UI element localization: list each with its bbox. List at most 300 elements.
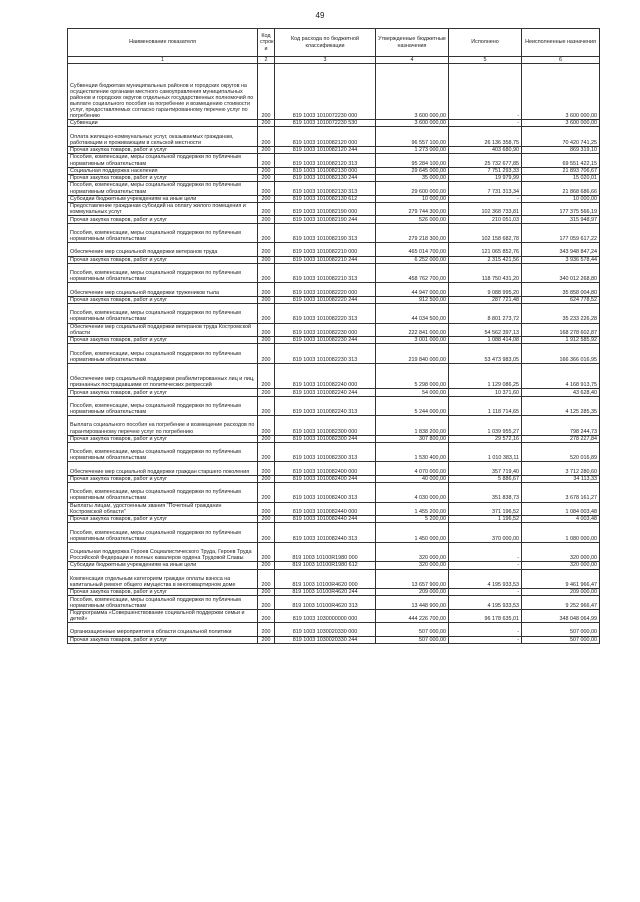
row-executed: 118 750 431,20 — [449, 263, 522, 283]
row-name: Субсидии бюджетным учреждениям на иные цели — [68, 562, 258, 569]
table-row — [68, 502, 600, 515]
row-executed: 1 196,52 — [449, 515, 522, 522]
row-executed: 210 051,03 — [449, 216, 522, 223]
row-name: Оплата жилищно-коммунальных услуг, оказываемых гражданам, работающим и проживающим в сельской местности — [68, 127, 258, 147]
row-classification: 819 1003 10100R1980 612 — [275, 562, 376, 569]
table-row — [68, 462, 600, 475]
row-classification: 819 1003 1030000000 000 — [275, 609, 376, 622]
row-unexecuted: 9 461 966,47 — [522, 569, 600, 589]
row-approved: 6 252 000,00 — [376, 256, 449, 263]
row-code: 200 — [258, 195, 275, 202]
row-name: Обеспечение мер социальной поддержки ветеранов труда — [68, 243, 258, 256]
row-classification: 819 1003 10100R4620 313 — [275, 596, 376, 609]
row-name: Прочая закупка товаров, работ и услуг — [68, 216, 258, 223]
table-row — [68, 146, 600, 153]
row-approved: 279 218 300,00 — [376, 223, 449, 243]
row-approved: 96 557 100,00 — [376, 127, 449, 147]
row-classification: 819 1003 1010082210 313 — [275, 263, 376, 283]
row-classification: 819 1003 1010082240 244 — [275, 389, 376, 396]
row-code: 200 — [258, 256, 275, 263]
row-code: 200 — [258, 623, 275, 636]
row-name: Прочая закупка товаров, работ и услуг — [68, 435, 258, 442]
row-approved: 1 450 000,00 — [376, 523, 449, 543]
row-unexecuted: 21 868 686,66 — [522, 182, 600, 195]
row-name: Обеспечение мер социальной поддержки ветеранов труда Костромской области — [68, 323, 258, 336]
table-row — [68, 589, 600, 596]
header-executed: Исполнено — [449, 29, 522, 57]
row-code: 200 — [258, 363, 275, 389]
row-executed: 53 473 983,05 — [449, 344, 522, 364]
row-approved: 4 030 000,00 — [376, 483, 449, 503]
row-unexecuted: 9 252 966,47 — [522, 596, 600, 609]
row-classification: 819 1003 1010082220 000 — [275, 283, 376, 296]
table-row — [68, 64, 600, 120]
row-code: 200 — [258, 174, 275, 181]
row-approved: 219 840 000,00 — [376, 344, 449, 364]
row-name: Прочая закупка товаров, работ и услуг — [68, 146, 258, 153]
row-name: Пособия, компенсации, меры социальной поддержки по публичным нормативным обязательствам — [68, 596, 258, 609]
row-name: Прочая закупка товаров, работ и услуг — [68, 336, 258, 343]
row-unexecuted: 798 244,73 — [522, 416, 600, 436]
row-unexecuted: 3 712 280,60 — [522, 462, 600, 475]
row-unexecuted: 1 084 003,48 — [522, 502, 600, 515]
row-classification: 819 1003 10100R4620 000 — [275, 569, 376, 589]
row-code: 200 — [258, 562, 275, 569]
row-executed: 370 000,00 — [449, 523, 522, 543]
header-unexecuted: Неисполненные назначения — [522, 29, 600, 57]
row-executed: - — [449, 542, 522, 562]
row-code: 200 — [258, 243, 275, 256]
row-approved: 3 001 000,00 — [376, 336, 449, 343]
row-approved: 1 838 200,00 — [376, 416, 449, 436]
row-executed: 96 178 635,01 — [449, 609, 522, 622]
row-unexecuted: 35 858 004,80 — [522, 283, 600, 296]
row-unexecuted: 1 912 585,92 — [522, 336, 600, 343]
row-code: 200 — [258, 120, 275, 127]
column-number: 6 — [522, 57, 600, 64]
row-approved: 507 000,00 — [376, 623, 449, 636]
row-name: Обеспечение мер социальной поддержки тружеников тыла — [68, 283, 258, 296]
row-executed: 351 838,73 — [449, 483, 522, 503]
row-approved: 1 273 000,00 — [376, 146, 449, 153]
row-code: 200 — [258, 462, 275, 475]
row-classification: 819 1003 1030020330 000 — [275, 623, 376, 636]
row-executed: 1 129 086,25 — [449, 363, 522, 389]
row-approved: 13 448 900,00 — [376, 596, 449, 609]
row-classification: 819 1003 1010082190 000 — [275, 202, 376, 215]
column-number: 2 — [258, 57, 275, 64]
row-name: Прочая закупка товаров, работ и услуг — [68, 636, 258, 643]
row-approved: 5 200,00 — [376, 515, 449, 522]
row-approved: 29 600 000,00 — [376, 182, 449, 195]
row-code: 200 — [258, 442, 275, 462]
table-row — [68, 120, 600, 127]
row-name: Подпрограмма «Совершенствование социальной поддержки семьи и детей» — [68, 609, 258, 622]
row-approved: 279 744 300,00 — [376, 202, 449, 215]
row-name: Пособия, компенсации, меры социальной поддержки по публичным нормативным обязательствам — [68, 182, 258, 195]
table-row — [68, 243, 600, 256]
row-classification: 819 1003 1010082230 000 — [275, 323, 376, 336]
row-name: Выплаты лицам, удостоенным звания "Почетный гражданин Костромской области" — [68, 502, 258, 515]
row-unexecuted: 3 600 000,00 — [522, 120, 600, 127]
row-classification: 819 1003 1010082400 244 — [275, 475, 376, 482]
row-approved: 507 000,00 — [376, 636, 449, 643]
table-row — [68, 344, 600, 364]
table-row — [68, 435, 600, 442]
row-approved: 209 000,00 — [376, 589, 449, 596]
row-executed: - — [449, 64, 522, 120]
row-name: Субвенции бюджетам муниципальных районов и городских округов на осуществление органами местного самоуправления муниципальных районов и городских округов отдельных государственных полномочий по выплате социального пособия на погребение и возмещению стоимости услуг, предоставляемых согласно гарантированному перечню услуг по погребению — [68, 64, 258, 120]
row-name: Прочая закупка товаров, работ и услуг — [68, 296, 258, 303]
row-code: 200 — [258, 304, 275, 324]
row-executed: 7 751 293,33 — [449, 167, 522, 174]
row-classification: 819 1003 1010082120 244 — [275, 146, 376, 153]
row-name: Пособия, компенсации, меры социальной поддержки по публичным нормативным обязательствам — [68, 344, 258, 364]
row-name: Прочая закупка товаров, работ и услуг — [68, 589, 258, 596]
table-row — [68, 167, 600, 174]
table-row — [68, 636, 600, 643]
row-unexecuted: 520 016,89 — [522, 442, 600, 462]
row-approved: 444 226 700,00 — [376, 609, 449, 622]
table-row — [68, 475, 600, 482]
row-classification: 819 1003 1010082130 000 — [275, 167, 376, 174]
row-executed: - — [449, 636, 522, 643]
row-executed: 4 195 933,53 — [449, 596, 522, 609]
table-row — [68, 396, 600, 416]
row-unexecuted: 348 048 064,99 — [522, 609, 600, 622]
row-approved: 1 530 400,00 — [376, 442, 449, 462]
row-approved: 54 000,00 — [376, 389, 449, 396]
table-row — [68, 389, 600, 396]
row-code: 200 — [258, 296, 275, 303]
row-name: Пособия, компенсации, меры социальной поддержки по публичным нормативным обязательствам — [68, 442, 258, 462]
row-executed: 371 196,52 — [449, 502, 522, 515]
row-approved: 35 000,00 — [376, 174, 449, 181]
row-code: 200 — [258, 263, 275, 283]
table-body — [68, 64, 600, 644]
row-code: 200 — [258, 323, 275, 336]
row-name: Выплата социального пособия на погребение и возмещение расходов по гарантированному перечню услуг по погребению — [68, 416, 258, 436]
row-classification: 819 1003 1010072230 000 — [275, 64, 376, 120]
row-classification: 819 1003 1010082400 313 — [275, 483, 376, 503]
table-row — [68, 195, 600, 202]
table-row — [68, 542, 600, 562]
row-classification: 819 1003 1010072230 530 — [275, 120, 376, 127]
row-approved: 458 762 700,00 — [376, 263, 449, 283]
row-executed: 102 158 682,78 — [449, 223, 522, 243]
row-executed: 121 065 852,76 — [449, 243, 522, 256]
row-executed: 5 886,67 — [449, 475, 522, 482]
row-name: Прочая закупка товаров, работ и услуг — [68, 475, 258, 482]
row-code: 200 — [258, 283, 275, 296]
row-unexecuted: 343 948 847,24 — [522, 243, 600, 256]
row-classification: 819 1003 1010082210 000 — [275, 243, 376, 256]
table-row — [68, 216, 600, 223]
header-name: Наименование показателя — [68, 29, 258, 57]
header-classification: Код расхода по бюджетной классификации — [275, 29, 376, 57]
row-code: 200 — [258, 389, 275, 396]
table-row — [68, 174, 600, 181]
table-row — [68, 523, 600, 543]
row-unexecuted: 168 278 602,87 — [522, 323, 600, 336]
row-executed: 1 010 383,11 — [449, 442, 522, 462]
row-approved: 40 000,00 — [376, 475, 449, 482]
row-unexecuted: 320 000,00 — [522, 542, 600, 562]
table-row — [68, 363, 600, 389]
table-row — [68, 623, 600, 636]
row-name: Прочая закупка товаров, работ и услуг — [68, 174, 258, 181]
row-approved: 3 600 000,00 — [376, 64, 449, 120]
table-row — [68, 515, 600, 522]
row-classification: 819 1003 1010082440 244 — [275, 515, 376, 522]
table-row — [68, 223, 600, 243]
row-code: 200 — [258, 542, 275, 562]
row-approved: 10 000,00 — [376, 195, 449, 202]
row-unexecuted: 35 233 226,28 — [522, 304, 600, 324]
row-executed: 4 195 933,53 — [449, 569, 522, 589]
row-executed: 1 118 714,65 — [449, 396, 522, 416]
row-code: 200 — [258, 336, 275, 343]
table-row — [68, 127, 600, 147]
row-code: 200 — [258, 154, 275, 167]
row-classification: 819 1003 1010082300 313 — [275, 442, 376, 462]
column-number: 4 — [376, 57, 449, 64]
table-row — [68, 256, 600, 263]
row-code: 200 — [258, 475, 275, 482]
table-row — [68, 483, 600, 503]
row-code: 200 — [258, 523, 275, 543]
table-row — [68, 323, 600, 336]
row-executed: - — [449, 589, 522, 596]
row-executed: 2 315 421,56 — [449, 256, 522, 263]
row-code: 200 — [258, 502, 275, 515]
row-classification: 819 1003 1010082300 244 — [275, 435, 376, 442]
table-row — [68, 154, 600, 167]
row-executed: 25 732 677,85 — [449, 154, 522, 167]
row-code: 200 — [258, 344, 275, 364]
row-classification: 819 1003 1010082120 313 — [275, 154, 376, 167]
row-name: Пособия, компенсации, меры социальной поддержки по публичным нормативным обязательствам — [68, 304, 258, 324]
row-code: 200 — [258, 636, 275, 643]
row-classification: 819 1003 1010082210 244 — [275, 256, 376, 263]
row-code: 200 — [258, 483, 275, 503]
row-approved: 95 284 100,00 — [376, 154, 449, 167]
row-unexecuted: 340 012 268,80 — [522, 263, 600, 283]
row-executed: 19 979,99 — [449, 174, 522, 181]
row-unexecuted: 315 948,97 — [522, 216, 600, 223]
row-executed: 29 572,16 — [449, 435, 522, 442]
row-code: 200 — [258, 416, 275, 436]
row-approved: 912 500,00 — [376, 296, 449, 303]
row-name: Обеспечение мер социальной поддержки реабилитированных лиц и лиц, признанных пострадавшими от политических репрессий — [68, 363, 258, 389]
row-unexecuted: 3 600 000,00 — [522, 64, 600, 120]
column-number: 3 — [275, 57, 376, 64]
row-approved: 44 034 500,00 — [376, 304, 449, 324]
row-code: 200 — [258, 167, 275, 174]
budget-execution-table — [67, 28, 600, 644]
row-classification: 819 1003 1010082190 244 — [275, 216, 376, 223]
row-unexecuted: 3 678 161,27 — [522, 483, 600, 503]
table-row — [68, 609, 600, 622]
row-code: 200 — [258, 182, 275, 195]
row-code: 200 — [258, 396, 275, 416]
row-executed: 26 136 358,75 — [449, 127, 522, 147]
row-name: Социальная поддержка населения — [68, 167, 258, 174]
row-unexecuted: 15 020,01 — [522, 174, 600, 181]
row-unexecuted: 4 003,48 — [522, 515, 600, 522]
row-name: Социальная поддержка Героев Социалистического Труда, Героев Труда Российской Федерации и полных кавалеров ордена Трудовой Славы — [68, 542, 258, 562]
row-executed: 8 801 273,72 — [449, 304, 522, 324]
row-approved: 526 000,00 — [376, 216, 449, 223]
row-unexecuted: 177 059 617,22 — [522, 223, 600, 243]
row-approved: 5 244 000,00 — [376, 396, 449, 416]
row-approved: 13 657 900,00 — [376, 569, 449, 589]
row-approved: 44 947 000,00 — [376, 283, 449, 296]
row-unexecuted: 869 319,10 — [522, 146, 600, 153]
row-name: Прочая закупка товаров, работ и услуг — [68, 389, 258, 396]
row-name: Пособия, компенсации, меры социальной поддержки по публичным нормативным обязательствам — [68, 154, 258, 167]
row-unexecuted: 34 113,33 — [522, 475, 600, 482]
row-classification: 819 1003 10100R4620 244 — [275, 589, 376, 596]
row-code: 200 — [258, 435, 275, 442]
row-classification: 819 1003 1010082400 000 — [275, 462, 376, 475]
row-executed: 403 680,90 — [449, 146, 522, 153]
row-unexecuted: 43 628,40 — [522, 389, 600, 396]
row-code: 200 — [258, 216, 275, 223]
page-number: 49 — [315, 11, 325, 20]
row-approved: 320 000,00 — [376, 542, 449, 562]
row-approved: 222 841 000,00 — [376, 323, 449, 336]
row-classification: 819 1003 1010082230 244 — [275, 336, 376, 343]
row-unexecuted: 21 893 706,67 — [522, 167, 600, 174]
table-row — [68, 562, 600, 569]
table-row — [68, 596, 600, 609]
row-unexecuted: 278 227,84 — [522, 435, 600, 442]
row-code: 200 — [258, 223, 275, 243]
row-code: 200 — [258, 609, 275, 622]
row-name: Пособия, компенсации, меры социальной поддержки по публичным нормативным обязательствам — [68, 223, 258, 243]
row-name: Прочая закупка товаров, работ и услуг — [68, 515, 258, 522]
row-code: 200 — [258, 202, 275, 215]
row-executed: - — [449, 195, 522, 202]
row-unexecuted: 70 420 741,25 — [522, 127, 600, 147]
row-name: Пособия, компенсации, меры социальной поддержки по публичным нормативным обязательствам — [68, 483, 258, 503]
header-approved: Утвержденные бюджетные назначения — [376, 29, 449, 57]
row-classification: 819 1003 1030020330 244 — [275, 636, 376, 643]
row-executed: 54 562 397,13 — [449, 323, 522, 336]
row-unexecuted: 209 000,00 — [522, 589, 600, 596]
column-number: 5 — [449, 57, 522, 64]
row-code: 200 — [258, 515, 275, 522]
column-number: 1 — [68, 57, 258, 64]
row-approved: 320 000,00 — [376, 562, 449, 569]
row-executed: 9 088 995,20 — [449, 283, 522, 296]
row-executed: 7 731 313,34 — [449, 182, 522, 195]
row-name: Пособия, компенсации, меры социальной поддержки по публичным нормативным обязательствам — [68, 396, 258, 416]
row-unexecuted: 507 000,00 — [522, 623, 600, 636]
table-row — [68, 416, 600, 436]
row-unexecuted: 320 000,00 — [522, 562, 600, 569]
row-unexecuted: 166 366 016,95 — [522, 344, 600, 364]
row-executed: 102 368 733,81 — [449, 202, 522, 215]
row-approved: 5 298 000,00 — [376, 363, 449, 389]
row-unexecuted: 507 000,00 — [522, 636, 600, 643]
row-executed: 1 088 414,08 — [449, 336, 522, 343]
row-classification: 819 1003 1010082130 313 — [275, 182, 376, 195]
table-row — [68, 283, 600, 296]
row-executed: - — [449, 562, 522, 569]
row-name: Субсидии бюджетным учреждениям на иные цели — [68, 195, 258, 202]
row-code: 200 — [258, 569, 275, 589]
row-classification: 819 1003 1010082120 000 — [275, 127, 376, 147]
row-executed: 287 721,48 — [449, 296, 522, 303]
row-executed: 10 371,60 — [449, 389, 522, 396]
row-classification: 819 1003 1010082190 313 — [275, 223, 376, 243]
row-name: Организационные мероприятия в области социальной политики — [68, 623, 258, 636]
row-code: 200 — [258, 589, 275, 596]
row-unexecuted: 69 551 422,15 — [522, 154, 600, 167]
row-name: Субвенции — [68, 120, 258, 127]
row-code: 200 — [258, 596, 275, 609]
row-classification: 819 1003 1010082220 313 — [275, 304, 376, 324]
row-classification: 819 1003 1010082440 313 — [275, 523, 376, 543]
row-unexecuted: 4 168 913,75 — [522, 363, 600, 389]
row-classification: 819 1003 1010082440 000 — [275, 502, 376, 515]
table-row — [68, 336, 600, 343]
row-unexecuted: 10 000,00 — [522, 195, 600, 202]
table-row — [68, 569, 600, 589]
row-code: 200 — [258, 127, 275, 147]
row-executed: - — [449, 120, 522, 127]
table-header-row — [68, 29, 600, 57]
row-classification: 819 1003 1010082240 313 — [275, 396, 376, 416]
table-row — [68, 442, 600, 462]
row-classification: 819 1003 1010082240 000 — [275, 363, 376, 389]
row-name: Предоставление гражданам субсидий на оплату жилого помещения и коммунальных услуг — [68, 202, 258, 215]
row-unexecuted: 1 080 000,00 — [522, 523, 600, 543]
row-executed: 357 719,40 — [449, 462, 522, 475]
row-classification: 819 1003 1010082230 313 — [275, 344, 376, 364]
row-classification: 819 1003 1010082300 000 — [275, 416, 376, 436]
row-unexecuted: 177 375 566,19 — [522, 202, 600, 215]
row-approved: 29 645 000,00 — [376, 167, 449, 174]
row-classification: 819 1003 1010082130 244 — [275, 174, 376, 181]
row-classification: 819 1003 10100R1980 000 — [275, 542, 376, 562]
row-name: Обеспечение мер социальной поддержки граждан старшего поколения — [68, 462, 258, 475]
table-row — [68, 263, 600, 283]
row-unexecuted: 3 936 578,44 — [522, 256, 600, 263]
column-number-row — [68, 57, 600, 64]
table-row — [68, 304, 600, 324]
header-code: Код строк и — [258, 29, 275, 57]
row-name: Прочая закупка товаров, работ и услуг — [68, 256, 258, 263]
row-name: Пособия, компенсации, меры социальной поддержки по публичным нормативным обязательствам — [68, 263, 258, 283]
row-executed: 1 039 955,27 — [449, 416, 522, 436]
row-executed: - — [449, 623, 522, 636]
row-approved: 4 070 000,00 — [376, 462, 449, 475]
table-row — [68, 296, 600, 303]
table-row — [68, 182, 600, 195]
row-unexecuted: 4 125 285,35 — [522, 396, 600, 416]
row-approved: 307 800,00 — [376, 435, 449, 442]
row-unexecuted: 624 778,52 — [522, 296, 600, 303]
row-code: 200 — [258, 146, 275, 153]
row-name: Пособия, компенсации, меры социальной поддержки по публичным нормативным обязательствам — [68, 523, 258, 543]
row-code: 200 — [258, 64, 275, 120]
table-row — [68, 202, 600, 215]
row-name: Компенсация отдельным категориям граждан оплаты взноса на капитальный ремонт общего имущества в многоквартирном доме — [68, 569, 258, 589]
row-approved: 3 600 000,00 — [376, 120, 449, 127]
